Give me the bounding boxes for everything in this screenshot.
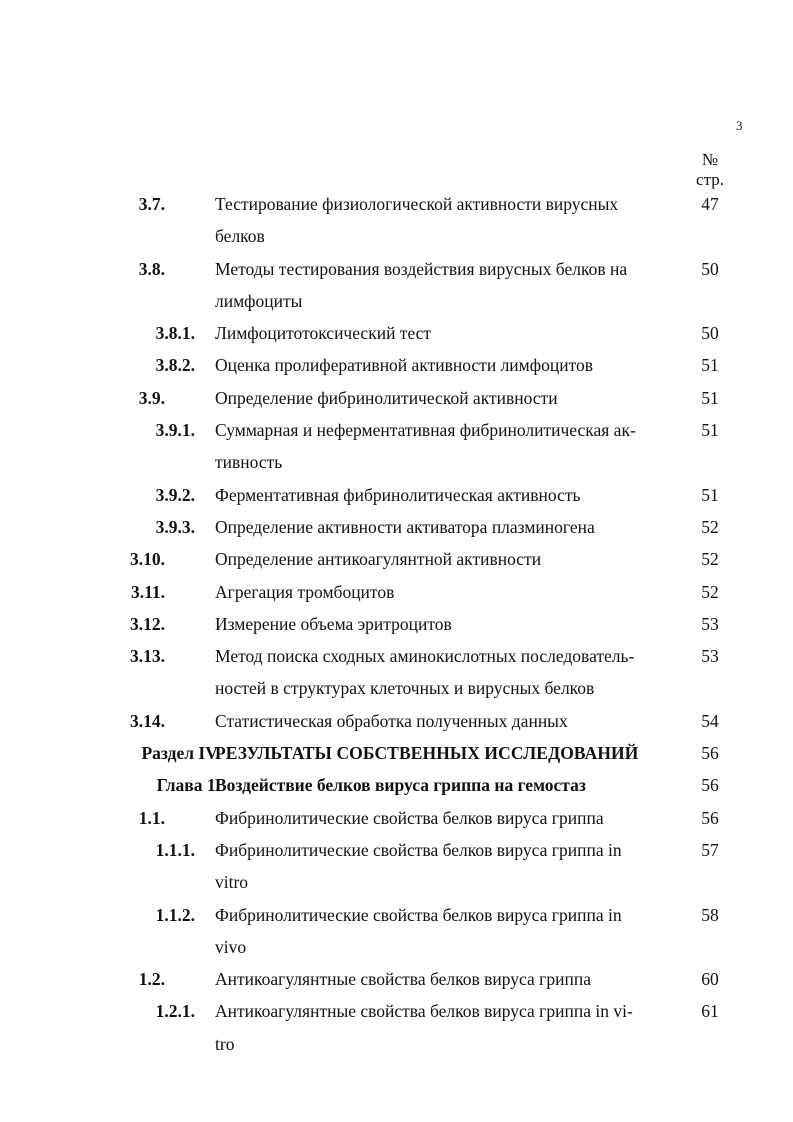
toc-entry-number: 1.2.1. bbox=[155, 1001, 195, 1022]
toc-entry bbox=[0, 995, 793, 1060]
toc-entry-number: 3.7. bbox=[138, 194, 165, 214]
toc-entry-title: Агрегация тромбоцитов bbox=[215, 581, 395, 602]
toc-entry bbox=[0, 382, 793, 414]
toc-entry bbox=[0, 802, 793, 834]
toc-entry-page: 51 bbox=[701, 387, 719, 408]
toc-entry-page: 51 bbox=[701, 484, 719, 505]
toc-entry-number: 3.8.2. bbox=[155, 355, 195, 376]
toc-entry-page: 50 bbox=[701, 258, 719, 279]
toc-entry-number: 3.13. bbox=[130, 646, 165, 667]
toc-entry-title: Тестирование физиологической активности вирусных белков bbox=[215, 194, 619, 247]
toc-entry bbox=[0, 963, 793, 995]
toc-entry-title: Воздействие белков вируса гриппа на гемостаз bbox=[215, 775, 586, 796]
toc-entry-title: Антикоагулянтные свойства белков вируса гриппа bbox=[215, 969, 591, 990]
toc-entry-page: 56 bbox=[701, 775, 719, 796]
toc-entry bbox=[0, 705, 793, 737]
toc-entry bbox=[0, 543, 793, 575]
toc-entry-page: 56 bbox=[701, 807, 719, 828]
toc-entry-title: Фибринолитические свойства белков вируса гриппа in vivo bbox=[215, 904, 622, 957]
toc-entry-page: 57 bbox=[701, 839, 719, 860]
toc-entry-number: 1.1. bbox=[138, 807, 165, 828]
toc-entry-title: Лимфоцитотоксический тест bbox=[215, 323, 432, 344]
toc-entry-number: Раздел IV. bbox=[141, 743, 220, 764]
toc-entry-page: 52 bbox=[701, 516, 719, 537]
toc-entry-number: 3.12. bbox=[130, 613, 165, 634]
toc-entry-title: Определение антикоагулянтной активности bbox=[215, 549, 542, 570]
toc-entry bbox=[0, 511, 793, 543]
toc-entry-page: 58 bbox=[701, 904, 719, 925]
toc-entry-number: Глава 1. bbox=[156, 775, 220, 796]
toc-entry bbox=[0, 769, 793, 801]
toc-entry bbox=[0, 737, 793, 769]
toc-entry-title: Измерение объема эритроцитов bbox=[215, 613, 452, 634]
toc-entry-number: 3.8.1. bbox=[155, 323, 195, 344]
page-column-header: № стр. bbox=[696, 150, 724, 189]
toc-entry-title: Фибринолитические свойства белков вируса гриппа bbox=[215, 807, 604, 828]
toc-entry-number: 3.11. bbox=[130, 581, 165, 602]
toc-entry-number: 3.14. bbox=[130, 710, 165, 731]
toc-entry-number: 3.8. bbox=[138, 258, 165, 279]
toc-entry bbox=[0, 834, 793, 899]
toc-entry-number: 1.1.1. bbox=[155, 839, 195, 860]
toc-entry bbox=[0, 317, 793, 349]
toc-entry-number: 3.9.1. bbox=[155, 420, 195, 441]
toc-entry-title: Оценка пролиферативной активности лимфоцитов bbox=[215, 355, 593, 376]
toc-entry-title: Метод поиска сходных аминокислотных последователь- ностей в структурах клеточных и вирусных белков bbox=[215, 646, 635, 699]
toc-entry-page: 56 bbox=[701, 743, 719, 764]
toc-entry-number: 3.9. bbox=[138, 387, 165, 408]
toc-entry-title: Суммарная и неферментативная фибринолитическая ак- тивность bbox=[215, 420, 636, 473]
toc-entry-title: Определение фибринолитической активности bbox=[215, 387, 558, 408]
toc-entry-page: 52 bbox=[701, 581, 719, 602]
toc-entry-number: 3.10. bbox=[130, 549, 165, 570]
toc-entry-page: 53 bbox=[701, 646, 719, 667]
toc-entry bbox=[0, 479, 793, 511]
toc-entry bbox=[0, 899, 793, 964]
toc-entry-title: Определение активности активатора плазминогена bbox=[215, 516, 595, 537]
table-of-contents bbox=[0, 188, 793, 1060]
toc-entry bbox=[0, 414, 793, 479]
toc-entry bbox=[0, 188, 793, 253]
toc-entry-title: Ферментативная фибринолитическая активность bbox=[215, 484, 581, 505]
toc-entry-title: Методы тестирования воздействия вирусных белков на лимфоциты bbox=[215, 258, 628, 311]
toc-entry bbox=[0, 349, 793, 381]
toc-entry-number: 3.9.3. bbox=[155, 516, 195, 537]
toc-entry bbox=[0, 608, 793, 640]
toc-entry bbox=[0, 576, 793, 608]
toc-entry-page: 50 bbox=[701, 323, 719, 344]
toc-entry-page: 61 bbox=[701, 1001, 719, 1022]
toc-entry-page: 60 bbox=[701, 969, 719, 990]
toc-entry-title: РЕЗУЛЬТАТЫ СОБСТВЕННЫХ ИССЛЕДОВАНИЙ bbox=[215, 743, 639, 764]
page-number: 3 bbox=[736, 118, 743, 133]
toc-entry-page: 52 bbox=[701, 549, 719, 570]
toc-entry bbox=[0, 253, 793, 318]
toc-entry-title: Антикоагулянтные свойства белков вируса гриппа in vi- tro bbox=[215, 1001, 633, 1054]
toc-entry-page: 47 bbox=[701, 194, 719, 214]
toc-entry-number: 3.9.2. bbox=[155, 484, 195, 505]
toc-entry-number: 1.2. bbox=[138, 969, 165, 990]
toc-entry-page: 54 bbox=[701, 710, 719, 731]
toc-entry-title: Статистическая обработка полученных данных bbox=[215, 710, 568, 731]
toc-entry-page: 51 bbox=[701, 355, 719, 376]
toc-entry-page: 51 bbox=[701, 420, 719, 441]
toc-entry-page: 53 bbox=[701, 613, 719, 634]
toc-entry-number: 1.1.2. bbox=[155, 904, 195, 925]
toc-entry bbox=[0, 640, 793, 705]
toc-entry-title: Фибринолитические свойства белков вируса гриппа in vitro bbox=[215, 839, 622, 893]
